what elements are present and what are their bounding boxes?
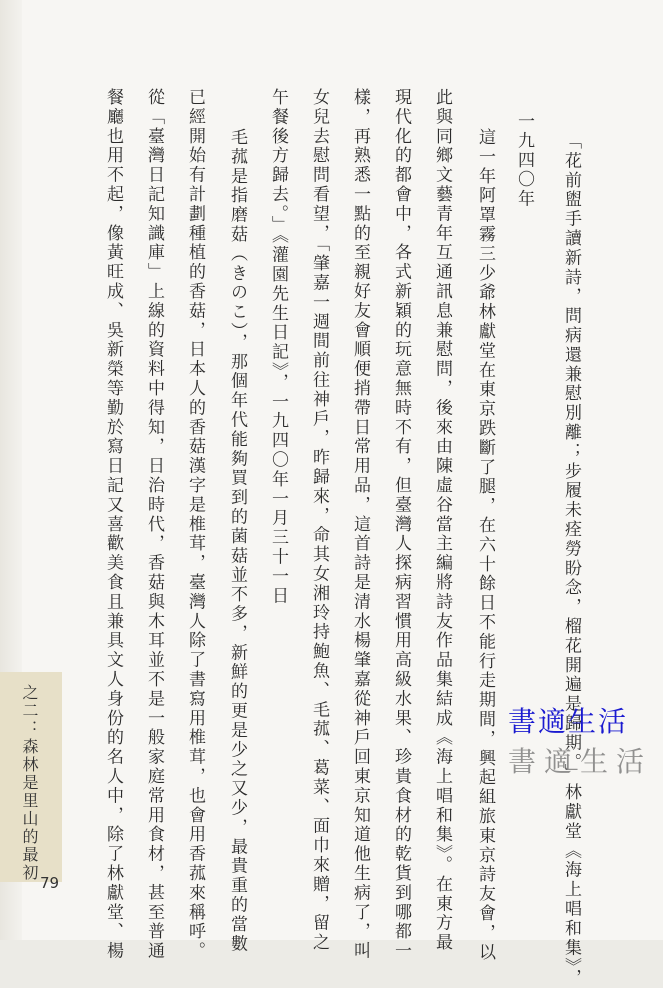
text-column-3: 這一年阿罩霧三少爺林獻堂在東京跌斷了腿，在六十餘日不能行走期間，興起組旅東京詩友會，以 [475,128,495,963]
text-column-7: 女兒去慰問看望，「肇嘉一週間前往神戶，昨歸來，命其女湘玲持鮑魚、毛菰、葛菜、面巾來贈，留之 [309,88,329,953]
text-column-4: 此與同鄉文藝青年互通訊息兼慰問，後來由陳虛谷當主編將詩友作品集結成《海上唱和集》。在東方最 [432,88,452,953]
watermark-line-2: 書適生活 [508,745,653,778]
text-column-10: 已經開始有計劃種植的香菇，日本人的香菇漢字是椎茸，臺灣人除了書寫用椎茸，也會用香菰來稱呼。 [185,88,205,961]
chapter-side-title: 之二：森林是里山的最初 [20,684,39,882]
text-column-12: 餐廳也用不起，像黃旺成、吳新榮等勤於寫日記又喜歡美食且兼具文人身份的名人中，除了林獻堂、楊 [103,88,123,961]
page-number: 79 [40,874,60,892]
text-column-3-tail: 旅東京詩友會，以 [475,807,495,963]
watermark-line-1: 書適生活 [508,705,629,738]
text-column-1-tail: 堂《海上唱和集》， [561,821,581,988]
text-column-6: 樣，再熟悉一點的至親好友會順便捎帶日常用品，這首詩是清水楊肇嘉從神戶回東京知道他生病了，叫 [350,88,370,961]
text-column-11: 從「臺灣日記知識庫」上線的資料中得知，日治時代，香菇與木耳並不是一般家庭常用食材，甚至普通 [144,88,164,961]
text-column-9: 毛菰是指磨菇（きのこ），那個年代能夠買到的菌菇並不多，新鮮的更是少之又少，最貴重的當數 [227,128,247,954]
watermark [508,700,653,800]
text-column-2: 一九四〇年 [514,112,534,209]
text-column-5: 現代化的都會中，各式新穎的玩意無時不有，但臺灣人探病習慣用高級水果、珍貴食材的乾貨到哪都一 [391,88,411,961]
text-column-8: 午餐後方歸去。」《灌園先生日記》，一九四〇年一月三十一日 [268,88,288,606]
text-column-1: 「花前盥手讀新詩，問病還兼慰別離；步履未痊勞盼念，榴花開遍是歸期。」林獻堂《海上唱和集》， [561,132,581,988]
